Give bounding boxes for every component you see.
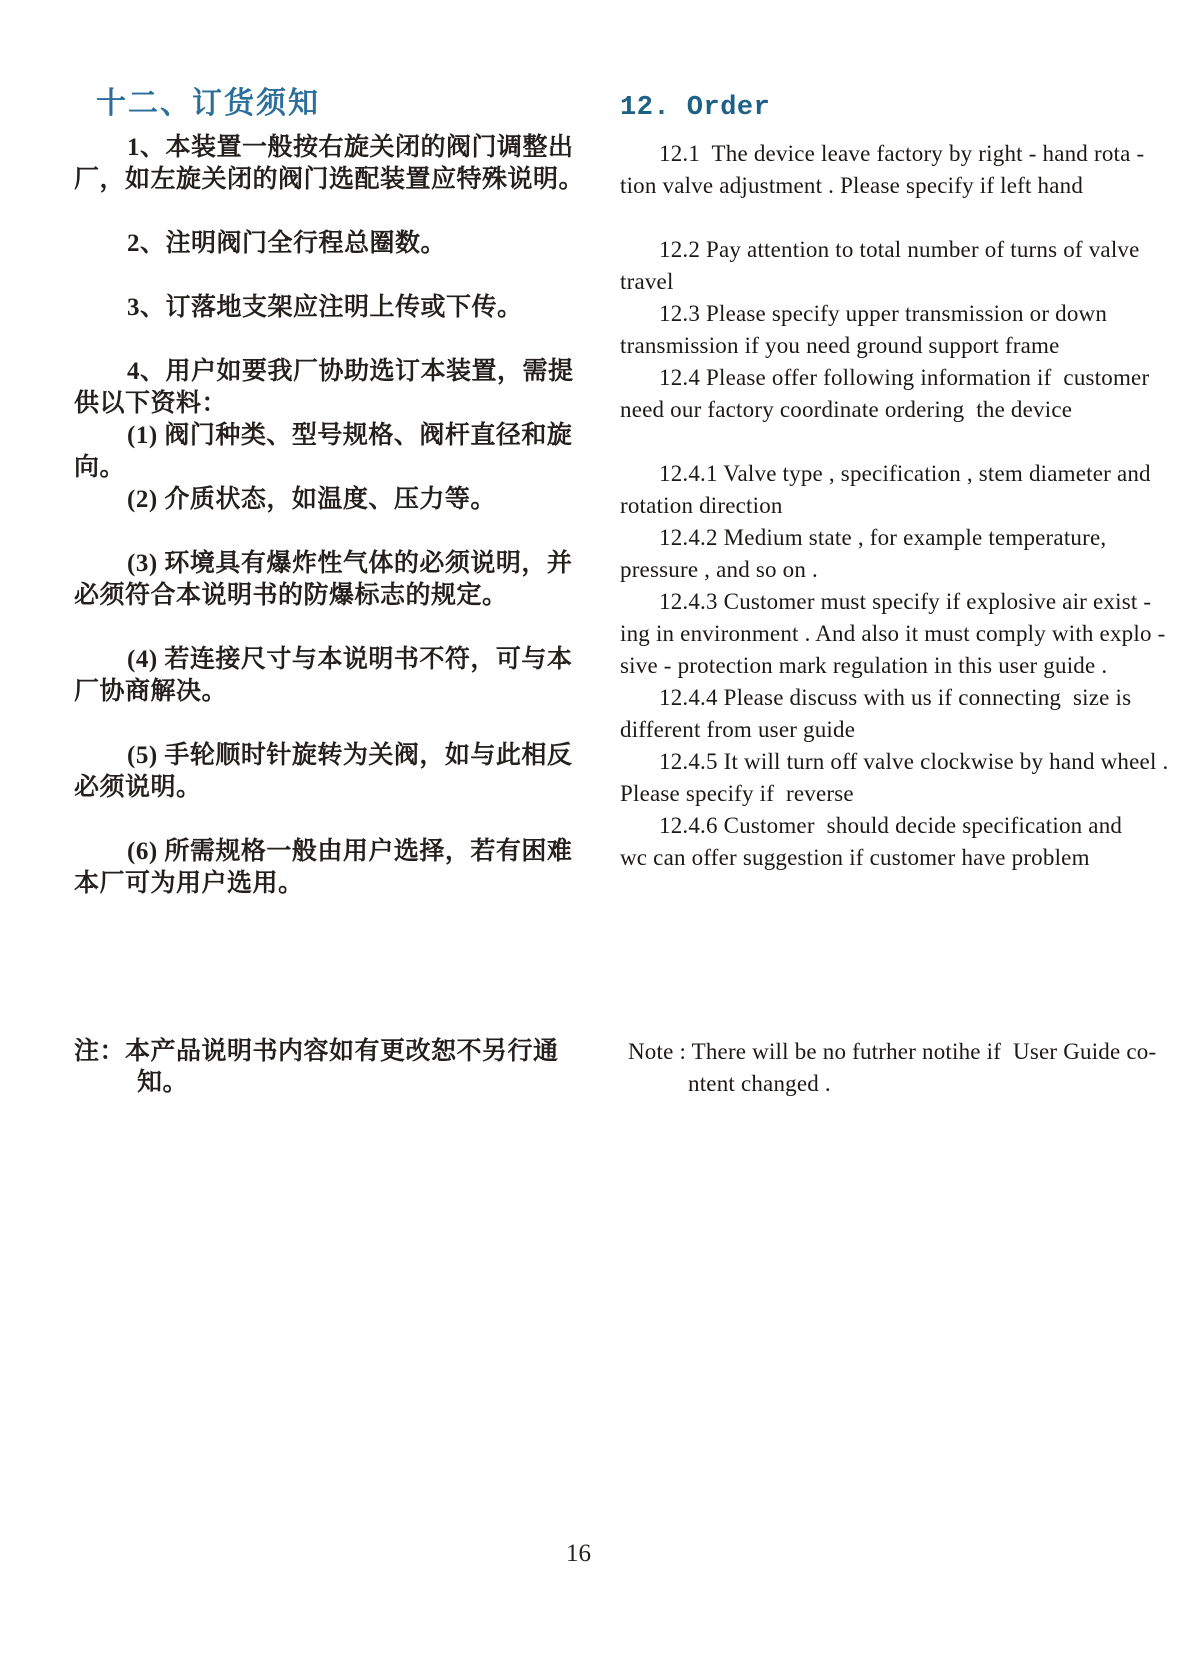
text-line: 12.1 The device leave factory by right - hand rota -	[659, 141, 1145, 166]
zh-paragraph-5	[74, 420, 574, 484]
text-line: 3、订落地支架应注明上传或下传。	[127, 294, 523, 321]
text-line: (5) 手轮顺时针旋转为关阀，如与此相反	[127, 742, 573, 769]
text-line: (4) 若连接尺寸与本说明书不符，可与本	[127, 646, 573, 673]
text-line: 12.4.4 Please discuss with us if connecting size is	[659, 685, 1132, 710]
text-line: travel	[620, 269, 674, 294]
text-line: 本厂可为用户选用。	[74, 870, 304, 897]
section-heading-zh: 十二、订货须知	[96, 87, 320, 120]
text-line: ntent changed .	[688, 1071, 831, 1096]
en-paragraph-12-4-6	[620, 810, 1123, 874]
en-paragraph-12-4-1	[620, 458, 1151, 522]
en-paragraph-12-4	[620, 362, 1150, 426]
text-line: 供以下资料：	[74, 390, 228, 417]
zh-paragraph-3	[74, 292, 574, 324]
en-paragraph-12-2	[620, 234, 1140, 298]
text-line: transmission if you need ground support frame	[620, 333, 1060, 358]
text-line: (6) 所需规格一般由用户选择，若有困难	[127, 838, 573, 865]
text-line: 12.4.2 Medium state , for example temperature,	[659, 525, 1107, 550]
text-line: rotation direction	[620, 493, 783, 518]
text-line: need our factory coordinate ordering the device	[620, 397, 1073, 422]
zh-paragraph-6	[74, 484, 574, 516]
text-line: Note : There will be no futrher notihe if User Guide co-	[628, 1039, 1157, 1064]
english-column	[620, 90, 1169, 1100]
text-line: 厂协商解决。	[74, 678, 228, 705]
text-line: 厂，如左旋关闭的阀门选配装置应特殊说明。	[74, 166, 585, 193]
zh-paragraph-8	[74, 644, 574, 708]
zh-paragraph-4	[74, 356, 574, 420]
text-line: 1、本装置一般按右旋关闭的阀门调整出	[127, 134, 574, 161]
en-footnote	[620, 1036, 1157, 1100]
en-paragraph-12-4-5	[620, 746, 1169, 810]
text-line: 必须说明。	[74, 774, 202, 801]
text-line: (3) 环境具有爆炸性气体的必须说明，并	[127, 550, 573, 577]
text-line: 4、用户如要我厂协助选订本装置，需提	[127, 358, 574, 385]
en-paragraph-12-1	[620, 138, 1145, 202]
text-line: 注：本产品说明书内容如有更改恕不另行通	[74, 1037, 559, 1065]
text-line: (1) 阀门种类、型号规格、阀杆直径和旋	[127, 422, 573, 449]
text-line: 12.4 Please offer following information if customer	[659, 365, 1150, 390]
text-line: 2、注明阀门全行程总圈数。	[127, 230, 447, 257]
text-line: 12.4.3 Customer must specify if explosive air exist -	[659, 589, 1152, 614]
section-heading-en: 12. Order	[620, 93, 771, 123]
text-line: 知。	[137, 1068, 189, 1096]
text-line: 必须符合本说明书的防爆标志的规定。	[74, 582, 508, 609]
text-line: 向。	[74, 454, 126, 481]
zh-paragraph-10	[74, 836, 574, 900]
text-line: 12.2 Pay attention to total number of turns of valve	[659, 237, 1140, 262]
text-line: 12.3 Please specify upper transmission or down	[659, 301, 1108, 326]
page-number: 16	[566, 1540, 591, 1567]
en-paragraph-12-4-3	[620, 586, 1166, 682]
text-line: tion valve adjustment . Please specify if left hand	[620, 173, 1084, 198]
text-line: Please specify if reverse	[620, 781, 854, 806]
zh-paragraph-2	[74, 228, 574, 260]
chinese-column	[74, 84, 585, 1098]
en-paragraph-12-4-2	[620, 522, 1120, 586]
text-line: sive - protection mark regulation in this user guide .	[620, 653, 1108, 678]
zh-footnote	[74, 1036, 574, 1098]
zh-paragraph-1	[74, 132, 585, 196]
text-line: wc can offer suggestion if customer have problem	[620, 845, 1090, 870]
text-line: pressure , and so on .	[620, 557, 818, 582]
text-line: 12.4.5 It will turn off valve clockwise by hand wheel .	[659, 749, 1169, 774]
text-line: (2) 介质状态，如温度、压力等。	[127, 486, 496, 513]
en-paragraph-12-4-4	[620, 682, 1132, 746]
zh-paragraph-7	[74, 548, 574, 612]
text-line: different from user guide	[620, 717, 856, 742]
zh-paragraph-9	[74, 740, 574, 804]
text-line: 12.4.6 Customer should decide specification and	[659, 813, 1123, 838]
text-line: ing in environment . And also it must comply with explo -	[620, 621, 1166, 646]
text-line: 12.4.1 Valve type , specification , stem diameter and	[659, 461, 1151, 486]
en-paragraph-12-3	[620, 298, 1120, 362]
